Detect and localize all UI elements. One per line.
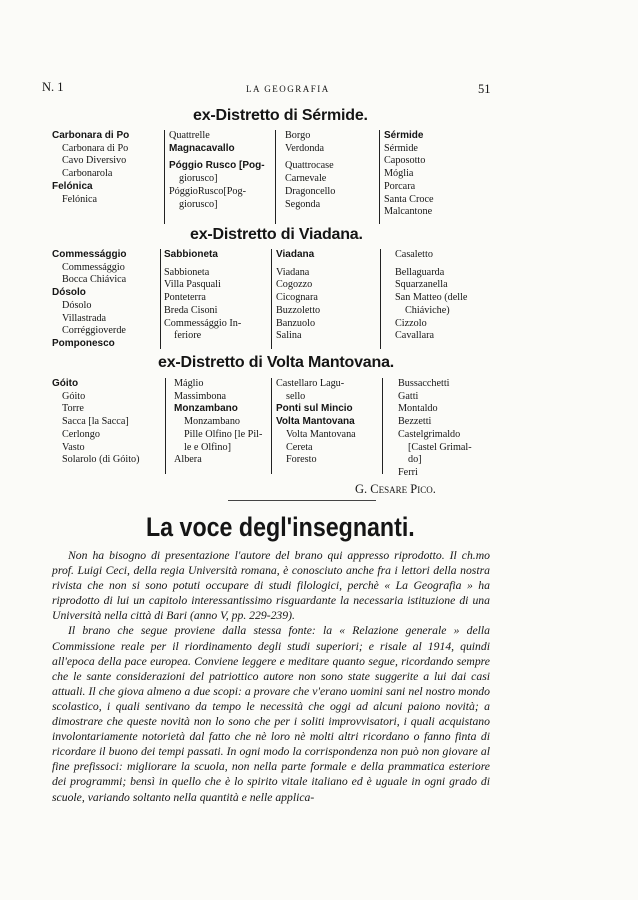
running-title: LA GEOGRAFIA [246, 84, 330, 94]
place-name: Ferri [398, 466, 418, 478]
place-name: Salina [276, 330, 302, 342]
place-name: Monzambano [184, 416, 241, 428]
place-name: Sacca [la Sacca] [62, 416, 129, 428]
column [276, 249, 320, 343]
place-name: Bussacchetti [398, 378, 450, 389]
column [52, 130, 129, 206]
place-name: Malcantone [384, 206, 433, 218]
place-name: Buzzoletto [276, 304, 321, 316]
article-paragraph: Non ha bisogno di presentazione l'autore del brano qui appresso riprodotto. Il ch.mo prof. Luigi Ceci, della regia Università romana, è conosciuto anche fra i lettori della nostra rivista che non si sono potuti occupare di studi filologici, perchè « La Geografia » ha riprodotto di lui un capitolo interessantissimo risguardante la necessaria istituzione di una Università nella città di Bari (anno V, pp. 229-239). [52, 549, 490, 623]
place-heading: Sabbioneta [164, 249, 218, 260]
place-name: Villastrada [62, 312, 107, 324]
place-name: Verdonda [285, 142, 325, 154]
place-name: Bellaguarda [395, 266, 445, 278]
place-name: Torre [62, 403, 84, 415]
place-name: giorusco] [179, 198, 218, 210]
place-name: Banzuolo [276, 317, 316, 329]
place-name: Caposotto [384, 155, 426, 167]
column [174, 378, 262, 467]
place-heading: Póggio Rusco [Pog- [169, 160, 265, 172]
place-name: Quattrelle [169, 130, 210, 141]
place-name: Chiáviche) [405, 304, 450, 316]
place-name: Cicognara [276, 292, 318, 304]
place-name: Bocca Chiávica [62, 274, 127, 286]
column-divider [160, 249, 161, 349]
place-name: Felónica [62, 193, 98, 205]
place-name: [Castel Grimal- [408, 441, 472, 453]
place-heading: Commessággio [52, 249, 127, 260]
place-name: Segonda [285, 198, 321, 210]
column-divider [164, 130, 165, 224]
column-divider [275, 130, 276, 224]
column [52, 378, 140, 467]
column-divider [380, 249, 381, 349]
place-name: Carnevale [285, 173, 327, 185]
column [276, 378, 356, 467]
place-heading: Carbonara di Po [52, 130, 130, 141]
place-name: San Matteo (delle [395, 292, 468, 304]
place-name: Santa Croce [384, 193, 434, 205]
column-divider [382, 378, 383, 474]
place-heading: Ponti sul Mincio [276, 403, 353, 415]
place-name: Foresto [286, 454, 317, 466]
place-name: Porcara [384, 180, 416, 192]
place-name: giorusco] [179, 173, 218, 185]
column-divider [271, 249, 272, 349]
article-body [52, 548, 490, 805]
place-name: Massimbona [174, 390, 227, 402]
column [398, 378, 472, 480]
place-name: Ponteterra [164, 292, 206, 304]
place-heading: Góito [52, 378, 79, 389]
place-name: Cogozzo [276, 279, 313, 291]
place-name: Carbonara di Po [62, 142, 129, 154]
column [395, 249, 467, 343]
place-name: Quattrocase [285, 160, 334, 172]
place-name: Máglio [174, 378, 204, 389]
place-name: Commessággio [62, 261, 125, 273]
place-heading: Felónica [52, 180, 93, 192]
place-name: Sabbioneta [164, 266, 210, 278]
signature: G. Cesare Pico. [355, 482, 436, 496]
column [285, 130, 335, 211]
place-name: Sérmide [384, 142, 418, 154]
place-name: Breda Cisoni [164, 304, 218, 316]
place-heading: Sérmide [384, 130, 424, 141]
place-heading: Pomponesco [52, 337, 115, 349]
place-name: Góito [62, 390, 86, 402]
place-name: Carbonarola [62, 168, 113, 180]
place-name: Cerlongo [62, 428, 100, 440]
section-title-volta-mantovana: ex-Distretto di Volta Mantovana. [158, 354, 395, 371]
place-heading: Dósolo [52, 287, 86, 299]
place-name: Volta Mantovana [286, 428, 356, 440]
place-name: sello [286, 390, 306, 402]
column [52, 249, 126, 351]
column [384, 130, 434, 219]
place-name: Vasto [62, 441, 85, 453]
place-name: Castelgrimaldo [398, 428, 461, 440]
column [169, 130, 265, 211]
place-name: Viadana [276, 266, 310, 278]
place-name: Dósolo [62, 299, 92, 311]
place-name: Albera [174, 454, 202, 466]
place-name: Cavallara [395, 330, 435, 342]
section-title-viadana: ex-Distretto di Viadana. [190, 226, 363, 243]
place-name: Gatti [398, 390, 419, 402]
place-name: Móglia [384, 168, 414, 180]
place-heading: Viadana [276, 249, 315, 260]
place-name: le e Olfino] [184, 441, 231, 453]
place-name: Casaletto [395, 249, 433, 260]
place-name: do] [408, 454, 422, 466]
place-name: Solarolo (di Góito) [62, 454, 140, 466]
place-name: Borgo [285, 130, 311, 141]
page-section-label: N. 1 [42, 80, 64, 94]
separator-rule [228, 500, 376, 501]
place-name: Dragoncello [285, 185, 336, 197]
column [164, 249, 241, 343]
page-number: 51 [478, 82, 491, 96]
place-name: Bezzetti [398, 416, 432, 428]
article-title: La voce degl'insegnanti. [146, 512, 415, 542]
place-name: Montaldo [398, 403, 438, 415]
place-name: Squarzanella [395, 279, 448, 291]
place-name: Cavo Diversivo [62, 155, 127, 167]
place-name: Cizzolo [395, 317, 427, 329]
place-name: Commessággio In- [164, 317, 242, 329]
place-name: Castellaro Lagu- [276, 378, 345, 389]
column-divider [379, 130, 380, 224]
place-name: Villa Pasquali [164, 279, 221, 291]
place-heading: Volta Mantovana [276, 416, 355, 428]
place-name: Corréggioverde [62, 325, 126, 337]
place-heading: Magnacavallo [169, 142, 235, 154]
column-divider [165, 378, 166, 474]
section-title-sermide: ex-Distretto di Sérmide. [193, 107, 368, 124]
article-paragraph: Il brano che segue proviene dalla stessa fonte: la « Relazione generale » della Commissione reale per il riordinamento degli studi superiori; e risale al 1914, quindi all'epoca della pace europea. Conviene leggere e meditare quanto segue, ricordando sempre che le sante considerazioni del patriottico autore non sono state suggerite a lui dai casi attuali. Il che giova almeno a due scopi: a provare che v'erano uomini sani nel nostro mondo scolastico, i quali sentivano da tempo le necessità che oggi ad alcuni paiono novità; a dimostrare che queste novità non lo sono che per i soliti improvvisatori, i quali acquistano involontariamente notorietà dal fatto che nè loro nè molti altri ricordano o fanno finta di ricordare il buono dei tempi passati. In ogni modo la corrispondenza non può non giovare al fine prefissoci: migliorare la scuola, non nella parte formale e della prammatica esteriore dei programmi; bensì in quello che è lo spirito vitale italiano ed è uguale in ogni grado di scuole, variando soltanto nella quantità e nelle applica- [52, 624, 490, 804]
place-name: PóggioRusco[Pog- [169, 185, 246, 197]
place-name: feriore [174, 330, 202, 342]
place-name: Cereta [286, 441, 313, 453]
place-heading: Monzambano [174, 403, 238, 415]
place-name: Pille Olfino [le Pil- [184, 428, 263, 440]
column-divider [271, 378, 272, 474]
